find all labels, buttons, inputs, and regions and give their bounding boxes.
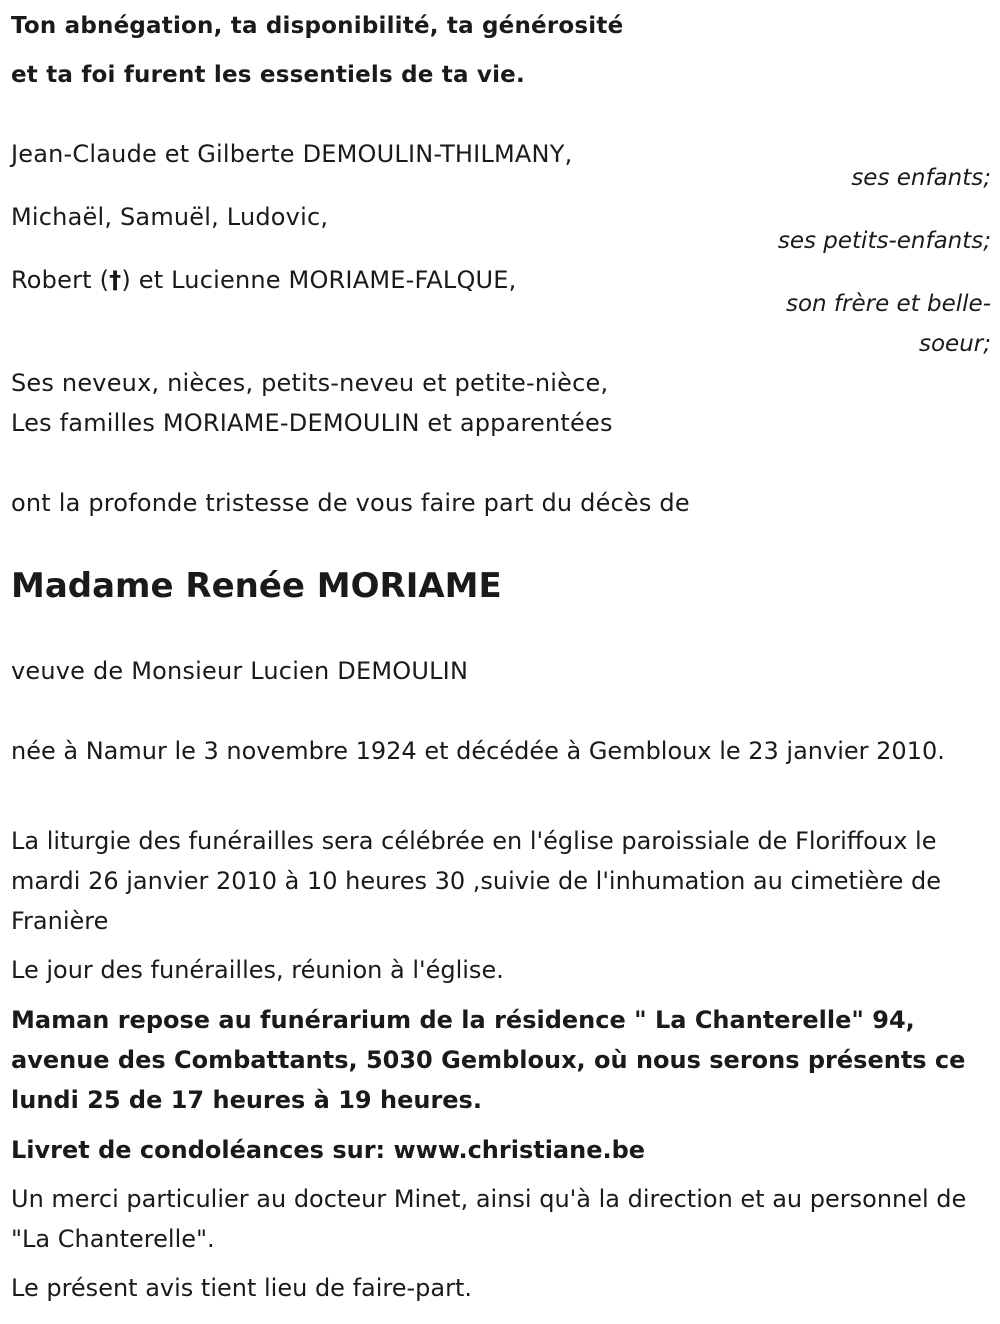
- family-grandchildren-names: Michaël, Samuël, Ludovic,: [11, 203, 329, 231]
- cross-icon: †: [109, 266, 122, 294]
- sibling-names-before: Robert (: [11, 266, 110, 294]
- funeral-info: La liturgie des funérailles sera célébrée en l'église paroissiale de Floriffoux le mardi 26 janvier 2010 à 10 heures 30 ,suivie de l'inhumation au cimetière de Franière: [11, 827, 942, 935]
- family-sibling-names: [11, 260, 517, 300]
- family-sibling-relation-2: soeur;: [919, 331, 991, 357]
- sibling-names-after: ) et Lucienne MORIAME-FALQUE,: [121, 266, 517, 294]
- condolences-info: Livret de condoléances sur: www.christiane.be: [11, 1136, 646, 1164]
- motto-line-1: Ton abnégation, ta disponibilité, ta générosité: [11, 13, 624, 39]
- notice-info: Le présent avis tient lieu de faire-part.: [11, 1274, 473, 1302]
- family-grandchildren-relation: ses petits-enfants;: [777, 228, 991, 254]
- deceased-name: Madame Renée MORIAME: [11, 566, 502, 606]
- thanks-info: Un merci particulier au docteur Minet, ainsi qu'à la direction et au personnel de "La Chanterelle".: [11, 1185, 967, 1253]
- relatives-line-1: Ses neveux, nièces, petits-neveu et petite-nièce,: [11, 369, 609, 397]
- relatives-line-2: Les familles MORIAME-DEMOULIN et apparentées: [11, 409, 613, 437]
- announcement: ont la profonde tristesse de vous faire part du décès de: [11, 489, 690, 517]
- family-children-relation: ses enfants;: [851, 165, 991, 191]
- widow-of: veuve de Monsieur Lucien DEMOULIN: [11, 657, 469, 685]
- motto-line-2: et ta foi furent les essentiels de ta vie.: [11, 62, 525, 88]
- meeting-info: Le jour des funérailles, réunion à l'église.: [11, 956, 504, 984]
- family-sibling-relation-1: son frère et belle-: [785, 291, 991, 317]
- family-children-names: Jean-Claude et Gilberte DEMOULIN-THILMANY,: [11, 140, 573, 168]
- rest-place-info: Maman repose au funérarium de la résidence " La Chanterelle" 94, avenue des Combattants, 5030 Gembloux, où nous serons présents ce lundi 25 de 17 heures à 19 heures.: [11, 1006, 966, 1114]
- birth-death: née à Namur le 3 novembre 1924 et décédée à Gembloux le 23 janvier 2010.: [11, 737, 945, 765]
